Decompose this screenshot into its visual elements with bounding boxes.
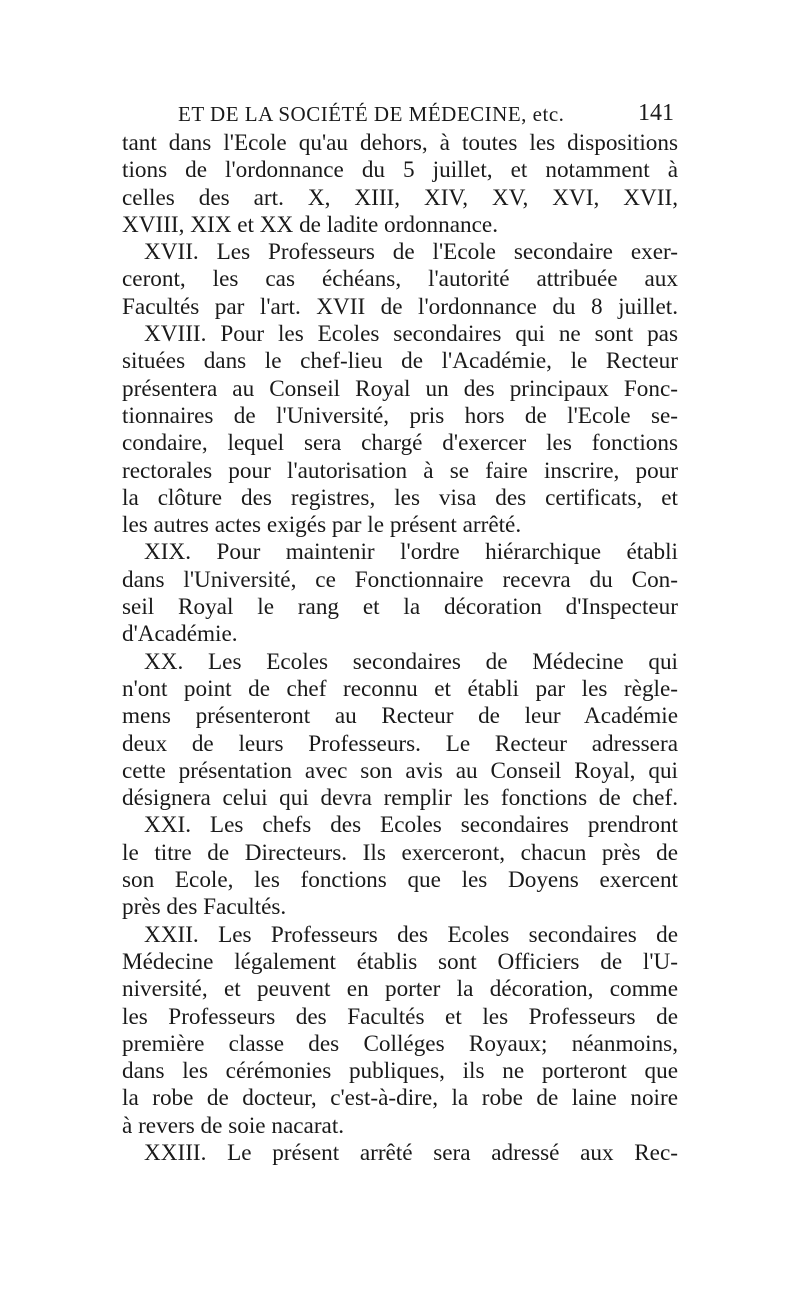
text-line: deux de leurs Professeurs. Le Recteur adressera — [122, 730, 678, 757]
text-line: son Ecole, les fonctions que les Doyens exercent — [122, 867, 678, 894]
text-line: ceront, les cas échéans, l'autorité attribuée aux — [122, 266, 678, 293]
article-xx-start: XX. Les Ecoles secondaires de Médecine qui — [144, 648, 678, 675]
article-xvii-start: XVII. Les Professeurs de l'Ecole secondaire exer- — [144, 239, 678, 266]
body-text — [122, 130, 678, 1167]
text-line: désignera celui qui devra remplir les fonctions de chef. — [122, 785, 678, 812]
article-xviii-start: XVIII. Pour les Ecoles secondaires qui ne sont pas — [144, 321, 678, 348]
text-line: cette présentation avec son avis au Conseil Royal, qui — [122, 757, 678, 784]
text-line: seil Royal le rang et la décoration d'Inspecteur — [122, 594, 678, 621]
text-line: Facultés par l'art. XVII de l'ordonnance du 8 juillet. — [122, 293, 678, 320]
text-line: condaire, lequel sera chargé d'exercer les fonctions — [122, 430, 678, 457]
running-title: ET DE LA SOCIÉTÉ DE MÉDECINE, etc. — [178, 102, 565, 126]
text-line: celles des art. X, XIII, XIV, XV, XVI, XVII, — [122, 184, 678, 211]
text-line: d'Académie. — [122, 621, 238, 648]
text-line: tant dans l'Ecole qu'au dehors, à toutes les dispositions — [122, 130, 678, 156]
text-line: les Professeurs des Facultés et les Professeurs de — [122, 1003, 678, 1030]
text-line: première classe des Colléges Royaux; néanmoins, — [122, 1030, 678, 1057]
text-line: tions de l'ordonnance du 5 juillet, et notamment à — [122, 157, 678, 184]
text-line: dans les cérémonies publiques, ils ne porteront que — [122, 1058, 678, 1085]
text-line: dans l'Université, ce Fonctionnaire recevra du Con- — [122, 566, 678, 593]
text-line: mens présenteront au Recteur de leur Académie — [122, 703, 678, 730]
text-line: à revers de soie nacarat. — [122, 1112, 345, 1139]
article-xix-start: XIX. Pour maintenir l'ordre hiérarchique établi — [144, 539, 678, 566]
article-xxiii-start: XXIII. Le présent arrêté sera adressé aux Rec- — [144, 1139, 678, 1166]
article-xxi-start: XXI. Les chefs des Ecoles secondaires prendront — [144, 812, 678, 839]
text-line: tionnaires de l'Université, pris hors de l'Ecole se- — [122, 402, 678, 429]
text-line: la clôture des registres, les visa des certificats, et — [122, 484, 678, 511]
page-header — [124, 100, 676, 134]
text-line: XVIII, XIX et XX de ladite ordonnance. — [122, 211, 499, 238]
text-line: la robe de docteur, c'est-à-dire, la robe de laine noire — [122, 1085, 678, 1112]
text-line: présentera au Conseil Royal un des principaux Fonc- — [122, 375, 678, 402]
text-line: les autres actes exigés par le présent arrêté. — [122, 512, 522, 539]
page-number: 141 — [638, 100, 674, 126]
text-line: situées dans le chef-lieu de l'Académie, le Recteur — [122, 348, 678, 375]
text-line: près des Facultés. — [122, 894, 287, 921]
article-xxii-start: XXII. Les Professeurs des Ecoles secondaires de — [144, 921, 678, 948]
text-line: niversité, et peuvent en porter la décoration, comme — [122, 976, 678, 1003]
text-line: rectorales pour l'autorisation à se faire inscrire, pour — [122, 457, 678, 484]
text-line: le titre de Directeurs. Ils exerceront, chacun près de — [122, 839, 678, 866]
text-line: Médecine légalement établis sont Officiers de l'U- — [122, 948, 678, 975]
text-line: n'ont point de chef reconnu et établi par les règle- — [122, 675, 678, 702]
